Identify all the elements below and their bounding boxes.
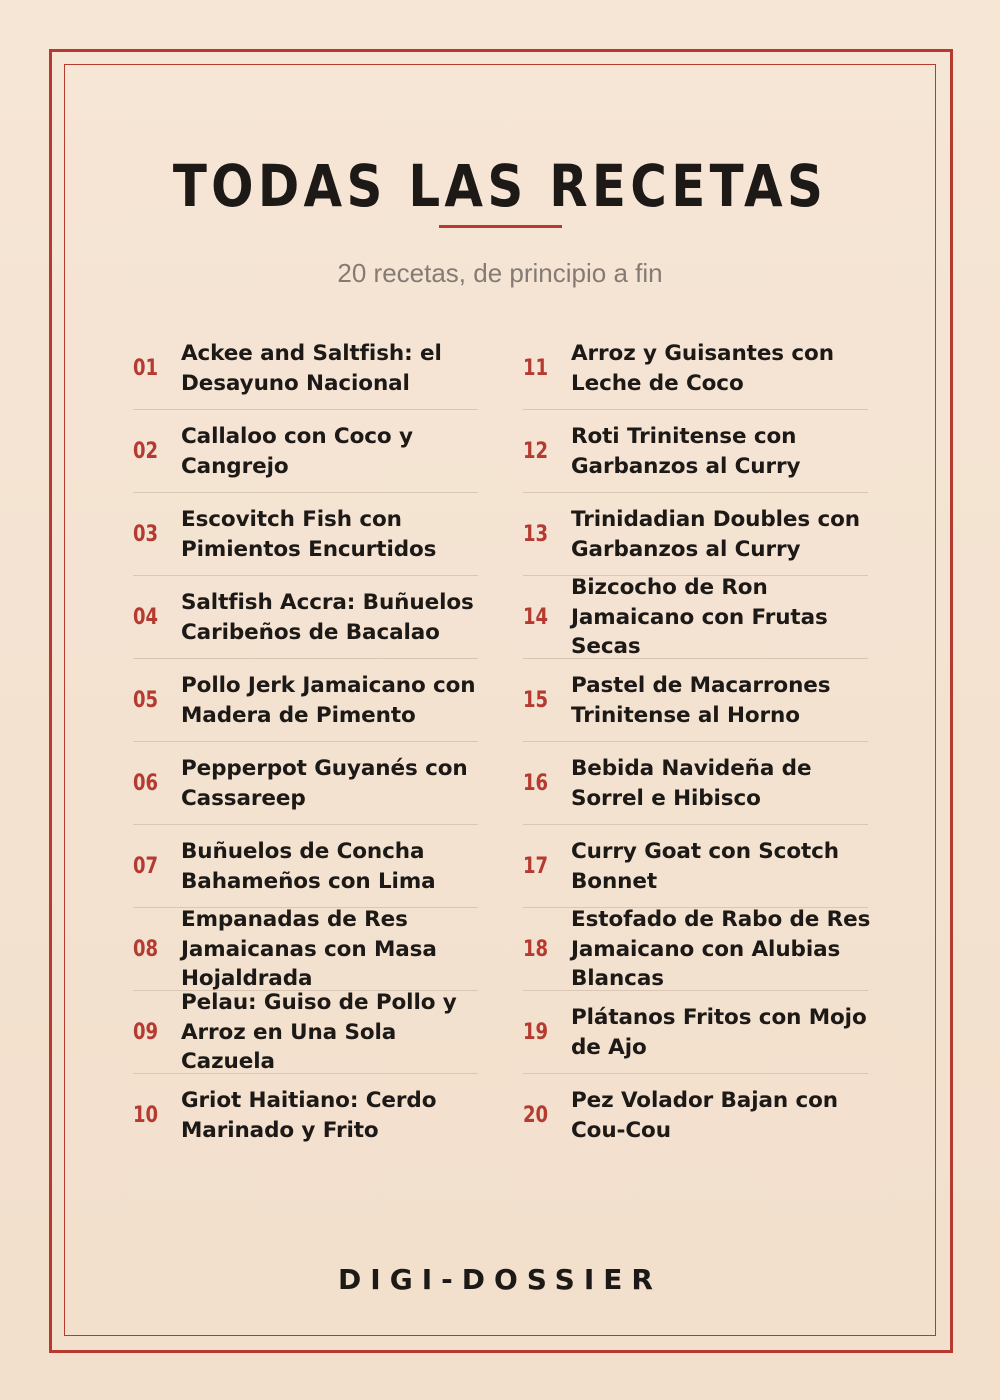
- recipe-number: 03: [133, 522, 159, 547]
- recipe-item[interactable]: [133, 410, 478, 493]
- recipe-name-wrap: [181, 991, 481, 1074]
- recipe-name: Roti Trinitense con Garbanzos al Curry: [571, 424, 801, 479]
- recipe-item[interactable]: [133, 908, 478, 991]
- recipe-name-wrap: [571, 576, 871, 659]
- recipe-name: Escovitch Fish con Pimientos Encurtidos: [181, 507, 437, 562]
- recipe-name-wrap: [571, 327, 871, 410]
- recipe-name-wrap: [181, 493, 481, 576]
- recipe-name-wrap: [181, 908, 481, 991]
- recipe-item[interactable]: [133, 825, 478, 908]
- recipe-number: 11: [523, 356, 549, 381]
- recipe-item[interactable]: [133, 576, 478, 659]
- recipe-number: 01: [133, 356, 159, 381]
- recipe-list-right: [523, 327, 871, 1157]
- recipe-number: 13: [523, 522, 549, 547]
- recipe-item[interactable]: [523, 410, 868, 493]
- recipe-name-wrap: [181, 1074, 481, 1157]
- recipe-name: Pez Volador Bajan con Cou-Cou: [571, 1088, 838, 1143]
- recipe-number: 07: [133, 854, 159, 879]
- recipe-name-wrap: [571, 991, 871, 1074]
- recipe-item[interactable]: [523, 991, 868, 1074]
- recipe-item[interactable]: [133, 327, 478, 410]
- recipe-name: Bebida Navideña de Sorrel e Hibisco: [571, 756, 812, 811]
- recipe-name: Pelau: Guiso de Pollo y Arroz en Una Sola Cazuela: [181, 990, 457, 1075]
- recipe-name: Saltfish Accra: Buñuelos Caribeños de Bacalao: [181, 590, 474, 645]
- brand-footer: DIGI-DOSSIER: [338, 1263, 662, 1296]
- recipe-number: 15: [523, 688, 549, 713]
- recipe-item[interactable]: [523, 659, 868, 742]
- recipe-name: Griot Haitiano: Cerdo Marinado y Frito: [181, 1088, 437, 1143]
- recipe-name: Ackee and Saltfish: el Desayuno Nacional: [181, 341, 442, 396]
- recipe-item[interactable]: [523, 1074, 868, 1157]
- recipe-name-wrap: [181, 327, 481, 410]
- recipe-name: Callaloo con Coco y Cangrejo: [181, 424, 413, 479]
- recipe-name: Arroz y Guisantes con Leche de Coco: [571, 341, 834, 396]
- recipe-name: Buñuelos de Concha Bahameños con Lima: [181, 839, 436, 894]
- recipe-number: 02: [133, 439, 159, 464]
- title-underline: [439, 225, 562, 228]
- recipe-name-wrap: [181, 742, 481, 825]
- recipe-name: Trinidadian Doubles con Garbanzos al Curry: [571, 507, 860, 562]
- recipe-name-wrap: [181, 576, 481, 659]
- recipe-item[interactable]: [523, 327, 868, 410]
- recipe-name: Estofado de Rabo de Res Jamaicano con Alubias Blancas: [571, 907, 871, 992]
- recipe-name-wrap: [571, 1074, 871, 1157]
- recipe-item[interactable]: [133, 1074, 478, 1157]
- recipe-name-wrap: [571, 410, 871, 493]
- recipe-number: 12: [523, 439, 549, 464]
- recipe-name-wrap: [571, 825, 871, 908]
- recipe-number: 18: [523, 937, 549, 962]
- recipe-item[interactable]: [523, 907, 871, 992]
- recipe-name: Pastel de Macarrones Trinitense al Horno: [571, 673, 831, 728]
- recipe-name-wrap: [571, 908, 871, 991]
- page-title: TODAS LAS RECETAS: [172, 152, 828, 220]
- recipe-name-wrap: [181, 410, 481, 493]
- recipe-number: 17: [523, 854, 549, 879]
- page-subtitle: 20 recetas, de principio a fin: [337, 258, 663, 288]
- recipe-number: 04: [133, 605, 159, 630]
- recipe-name-wrap: [181, 825, 481, 908]
- recipe-number: 05: [133, 688, 159, 713]
- recipe-item[interactable]: [133, 742, 478, 825]
- recipe-number: 08: [133, 937, 159, 962]
- recipe-number: 19: [523, 1020, 549, 1045]
- recipe-item[interactable]: [523, 825, 868, 908]
- recipe-name: Empanadas de Res Jamaicanas con Masa Hojaldrada: [181, 907, 437, 992]
- recipe-item[interactable]: [133, 991, 478, 1074]
- recipe-name-wrap: [571, 659, 871, 742]
- recipe-item[interactable]: [523, 493, 868, 576]
- recipe-item[interactable]: [523, 576, 868, 659]
- recipe-name: Plátanos Fritos con Mojo de Ajo: [571, 1005, 867, 1060]
- recipe-name-wrap: [571, 742, 871, 825]
- recipe-name-wrap: [181, 659, 481, 742]
- recipe-name: Bizcocho de Ron Jamaicano con Frutas Secas: [571, 575, 828, 660]
- recipe-name-wrap: [571, 493, 871, 576]
- recipe-name: Curry Goat con Scotch Bonnet: [571, 839, 840, 894]
- recipe-number: 14: [523, 605, 549, 630]
- recipe-number: 16: [523, 771, 549, 796]
- recipe-number: 20: [523, 1103, 549, 1128]
- recipe-number: 06: [133, 771, 159, 796]
- recipe-list-left: [133, 327, 478, 1157]
- recipe-item[interactable]: [523, 742, 868, 825]
- recipe-name: Pepperpot Guyanés con Cassareep: [181, 756, 468, 811]
- recipe-number: 10: [133, 1103, 159, 1128]
- recipe-name: Pollo Jerk Jamaicano con Madera de Pimento: [181, 673, 476, 728]
- recipe-item[interactable]: [133, 659, 478, 742]
- recipe-number: 09: [133, 1020, 159, 1045]
- recipe-item[interactable]: [133, 493, 478, 576]
